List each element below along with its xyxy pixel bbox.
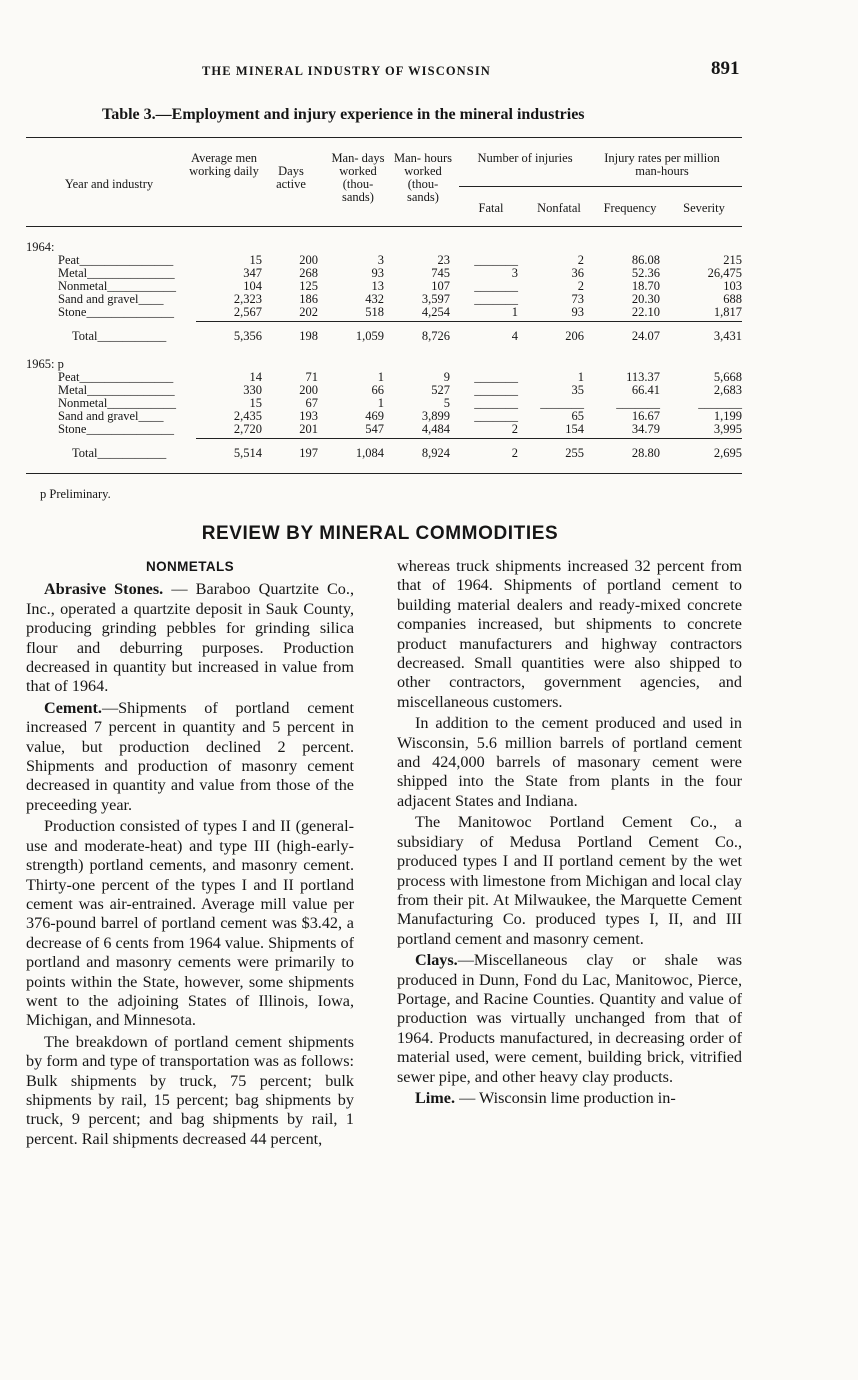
paragraph-production: Production consisted of types I and II (general-use and moderate-heat) and type III (high-early-strength) portland cements, and masonry cement. Thirty-one percent of the types I and II portland cement was air-entrained. Average mill value per 376-pound barrel of portland cement was $3.42, a decrease of 6 cents from 1964 value. Shipments of portland and masonry cements were primarily to points within the State, however, some shipments went to the adjoining States of Illinois, Iowa, Michigan, and Minnesota. bbox=[26, 817, 354, 1030]
table-cell-frequency: 16.67 bbox=[631, 409, 660, 424]
header-man-hours: Man- hours worked (thou- sands) bbox=[394, 151, 452, 204]
table-cell-days: 268 bbox=[299, 266, 318, 281]
table-cell-nonfatal: 1 bbox=[577, 370, 584, 384]
year-label: 1965: p bbox=[26, 357, 64, 371]
table-cell-mandays: 66 bbox=[371, 383, 384, 398]
table-cell-severity: 2,683 bbox=[713, 383, 742, 398]
table-cell-severity: 103 bbox=[723, 279, 742, 294]
table-cell-mandays: 3 bbox=[377, 253, 384, 267]
table-cell-nonfatal: 93 bbox=[571, 305, 584, 320]
paragraph-cement bbox=[26, 699, 354, 815]
table-cell-men: 15 bbox=[249, 396, 262, 411]
table-cell-men: 104 bbox=[243, 279, 262, 294]
table-cell-frequency: _______ bbox=[616, 396, 660, 411]
total-cell-manhours: 8,924 bbox=[421, 445, 450, 460]
table-cell-frequency: 20.30 bbox=[631, 292, 660, 307]
total-cell-fatal: 4 bbox=[511, 328, 518, 343]
table-cell-frequency: 22.10 bbox=[631, 305, 660, 320]
total-cell-frequency: 24.07 bbox=[631, 328, 660, 343]
paragraph-text: — Baraboo Quartzite Co., Inc., operated a quartzite deposit in Sauk County, producing grinding pebbles for grinding silica flour and deburring purposes. Production decreased in quantity but increased in value from that of 1964. bbox=[26, 580, 354, 696]
table-cell-severity: 3,995 bbox=[713, 422, 742, 437]
table-title: Table 3.—Employment and injury experience in the mineral industries bbox=[102, 106, 585, 123]
industry-label: Peat_______________ bbox=[58, 370, 174, 384]
table-cell-men: 347 bbox=[243, 266, 262, 281]
total-label: Total___________ bbox=[72, 445, 167, 460]
industry-label: Metal______________ bbox=[58, 266, 175, 281]
header-nonfatal: Nonfatal bbox=[537, 201, 581, 215]
table-cell-severity: 215 bbox=[723, 253, 742, 267]
table-cell-manhours: 23 bbox=[437, 253, 450, 267]
header-fatal: Fatal bbox=[478, 201, 504, 215]
header-man-days: Man- days worked (thou- sands) bbox=[331, 151, 385, 204]
table-cell-days: 202 bbox=[299, 305, 318, 320]
table-cell-mandays: 432 bbox=[365, 292, 384, 307]
paragraph-text: —Miscellaneous clay or shale was produced in Dunn, Fond du Lac, Manitowoc, Pierce, Portage, and Racine Counties. Quantity and value of production was virtually unchanged from that of 1964. Products manufactured, in decreasing order of material used, were cement, building brick, vitrified sewer pipe, and other heavy clay products. bbox=[397, 951, 742, 1086]
table-cell-men: 330 bbox=[243, 383, 262, 398]
table-cell-mandays: 93 bbox=[371, 266, 384, 281]
industry-label: Nonmetal___________ bbox=[58, 279, 177, 294]
paragraph-text: —Shipments of portland cement increased 7 percent in quantity and 5 percent in value, but production declined 2 percent. Shipments and production of masonry cement decreased in quantity and value from those of the preceeding year. bbox=[26, 698, 354, 814]
paragraph-lime bbox=[397, 1089, 742, 1108]
table-cell-nonfatal: _______ bbox=[540, 396, 584, 411]
year-label: 1964: bbox=[26, 240, 55, 254]
header-frequency: Frequency bbox=[603, 201, 657, 215]
table-cell-fatal: 2 bbox=[511, 422, 518, 437]
industry-label: Stone______________ bbox=[58, 305, 174, 320]
header-avg-men: Average men working daily bbox=[189, 151, 259, 178]
table-cell-manhours: 4,254 bbox=[421, 305, 450, 320]
total-cell-mandays: 1,084 bbox=[355, 445, 384, 460]
table-cell-fatal: _______ bbox=[474, 396, 518, 411]
table-footnote: p Preliminary. bbox=[40, 487, 111, 501]
table-cell-mandays: 1 bbox=[377, 370, 384, 384]
total-cell-fatal: 2 bbox=[511, 445, 518, 460]
run-in-lime: Lime. bbox=[415, 1088, 456, 1107]
paragraph-abrasive-stones bbox=[26, 580, 354, 696]
total-rule bbox=[196, 321, 742, 322]
industry-label: Peat_______________ bbox=[58, 253, 174, 267]
table-cell-severity: 26,475 bbox=[707, 266, 742, 281]
run-in-cement: Cement. bbox=[44, 698, 102, 717]
total-cell-mandays: 1,059 bbox=[355, 328, 384, 343]
paragraph-truck-shipments: whereas truck shipments increased 32 percent from that of 1964. Shipments of portland cement to building material dealers and ready-mixed concrete companies increased, but shipments to concrete product manufacturers and highway contractors decreased. Small quantities were also shipped to other contractors, government agencies, and miscellaneous customers. bbox=[397, 557, 742, 711]
table-cell-days: 67 bbox=[305, 396, 318, 411]
table-cell-days: 186 bbox=[299, 292, 318, 307]
table-cell-manhours: 745 bbox=[431, 266, 450, 281]
table-cell-fatal: _______ bbox=[474, 253, 518, 267]
table-cell-nonfatal: 65 bbox=[571, 409, 584, 424]
table-cell-manhours: 3,597 bbox=[421, 292, 450, 307]
table-cell-frequency: 113.37 bbox=[626, 370, 660, 384]
table-cell-days: 193 bbox=[299, 409, 318, 424]
table-cell-days: 201 bbox=[299, 422, 318, 437]
total-rule bbox=[196, 438, 742, 439]
header-number-of-injuries: Number of injuries bbox=[477, 151, 573, 165]
table-cell-men: 2,720 bbox=[233, 422, 262, 437]
table-cell-nonfatal: 154 bbox=[565, 422, 584, 437]
total-label: Total___________ bbox=[72, 328, 167, 343]
table-cell-fatal: _______ bbox=[474, 383, 518, 398]
right-column bbox=[397, 557, 742, 1108]
total-cell-manhours: 8,726 bbox=[421, 328, 450, 343]
header-severity: Severity bbox=[683, 201, 725, 215]
total-cell-severity: 2,695 bbox=[713, 445, 742, 460]
table-cell-frequency: 18.70 bbox=[631, 279, 660, 294]
table-cell-manhours: 5 bbox=[443, 396, 450, 411]
total-cell-severity: 3,431 bbox=[713, 328, 742, 343]
table-cell-fatal: _______ bbox=[474, 292, 518, 307]
table-cell-severity: _______ bbox=[698, 396, 742, 411]
paragraph-clays bbox=[397, 951, 742, 1087]
table-cell-men: 2,435 bbox=[233, 409, 262, 424]
table-cell-nonfatal: 36 bbox=[571, 266, 584, 281]
run-in-abrasive-stones: Abrasive Stones. bbox=[44, 580, 164, 599]
header-subrule bbox=[459, 186, 742, 187]
total-cell-days: 197 bbox=[299, 445, 318, 460]
table-cell-mandays: 518 bbox=[365, 305, 384, 320]
paragraph-imports: In addition to the cement produced and used in Wisconsin, 5.6 million barrels of portland cement and 424,000 barrels of masonary cement were shipped into the State from plants in the four adjacent States and Indiana. bbox=[397, 714, 742, 810]
header-bottom-rule bbox=[26, 226, 742, 227]
table-cell-manhours: 3,899 bbox=[421, 409, 450, 424]
table-cell-frequency: 66.41 bbox=[631, 383, 660, 398]
total-cell-nonfatal: 206 bbox=[565, 328, 584, 343]
table-cell-days: 200 bbox=[299, 383, 318, 398]
table-cell-severity: 1,817 bbox=[713, 305, 742, 320]
running-head: THE MINERAL INDUSTRY OF WISCONSIN bbox=[202, 64, 491, 78]
table-cell-nonfatal: 73 bbox=[571, 292, 584, 307]
page-number: 891 bbox=[711, 58, 740, 79]
table-cell-mandays: 13 bbox=[371, 279, 384, 294]
total-cell-men: 5,514 bbox=[233, 445, 262, 460]
table-cell-frequency: 34.79 bbox=[631, 422, 660, 437]
run-in-clays: Clays. bbox=[415, 951, 458, 970]
table-cell-frequency: 86.08 bbox=[631, 253, 660, 267]
table-cell-days: 200 bbox=[299, 253, 318, 267]
table-top-rule bbox=[26, 137, 742, 138]
table-cell-frequency: 52.36 bbox=[631, 266, 660, 281]
table-cell-fatal: _______ bbox=[474, 409, 518, 424]
industry-label: Sand and gravel____ bbox=[58, 292, 164, 307]
table-cell-fatal: 3 bbox=[511, 266, 518, 281]
section-heading: NONMETALS bbox=[145, 559, 235, 574]
table-cell-men: 2,567 bbox=[233, 305, 262, 320]
total-cell-frequency: 28.80 bbox=[631, 445, 660, 460]
total-cell-nonfatal: 255 bbox=[565, 445, 584, 460]
table-cell-men: 14 bbox=[249, 370, 262, 384]
table-cell-fatal: _______ bbox=[474, 370, 518, 384]
table-cell-mandays: 469 bbox=[365, 409, 384, 424]
table-cell-days: 125 bbox=[299, 279, 318, 294]
table-cell-men: 2,323 bbox=[233, 292, 262, 307]
paragraph-manitowoc: The Manitowoc Portland Cement Co., a subsidiary of Medusa Portland Cement Co., produced types I and II portland cement by the wet process with limestone from Michigan and local clay from their pit. At Milwaukee, the Marquette Cement Manufacturing Co. produced types I, II, and III portland cement and masonry cement. bbox=[397, 813, 742, 948]
table-cell-mandays: 547 bbox=[365, 422, 384, 437]
table-cell-mandays: 1 bbox=[377, 396, 384, 411]
total-cell-days: 198 bbox=[299, 328, 318, 343]
table-cell-severity: 688 bbox=[723, 292, 742, 307]
header-injury-rates: Injury rates per million man-hours bbox=[604, 151, 720, 178]
table-cell-manhours: 107 bbox=[431, 279, 450, 294]
header-year-industry: Year and industry bbox=[64, 177, 154, 191]
table-cell-men: 15 bbox=[249, 253, 262, 267]
paragraph-breakdown: The breakdown of portland cement shipments by form and type of transportation was as follows: Bulk shipments by truck, 75 percent; bulk shipments by rail, 15 percent; bag shipments by truck, 9 percent; and bag shipments by rail, 1 percent. Rail shipments decreased 44 percent, bbox=[26, 1032, 354, 1148]
industry-label: Nonmetal___________ bbox=[58, 396, 177, 411]
total-cell-men: 5,356 bbox=[233, 328, 262, 343]
left-column bbox=[26, 557, 354, 1149]
table-cell-severity: 5,668 bbox=[713, 370, 742, 384]
review-heading: REVIEW BY MINERAL COMMODITIES bbox=[201, 523, 559, 544]
header-days-active: Days active bbox=[276, 164, 306, 191]
table-cell-manhours: 9 bbox=[443, 370, 450, 384]
table-cell-severity: 1,199 bbox=[713, 409, 742, 424]
paragraph-text: — Wisconsin lime production in- bbox=[455, 1088, 676, 1107]
table-cell-manhours: 4,484 bbox=[421, 422, 450, 437]
table-bottom-rule bbox=[26, 473, 742, 474]
industry-label: Metal______________ bbox=[58, 383, 175, 398]
table-cell-nonfatal: 2 bbox=[577, 279, 584, 294]
table-cell-nonfatal: 2 bbox=[577, 253, 584, 267]
table-cell-manhours: 527 bbox=[431, 383, 450, 398]
table-cell-fatal: 1 bbox=[511, 305, 518, 320]
industry-label: Sand and gravel____ bbox=[58, 409, 164, 424]
industry-label: Stone______________ bbox=[58, 422, 174, 437]
table-cell-fatal: _______ bbox=[474, 279, 518, 294]
table-cell-days: 71 bbox=[305, 370, 318, 384]
table-cell-nonfatal: 35 bbox=[571, 383, 584, 398]
